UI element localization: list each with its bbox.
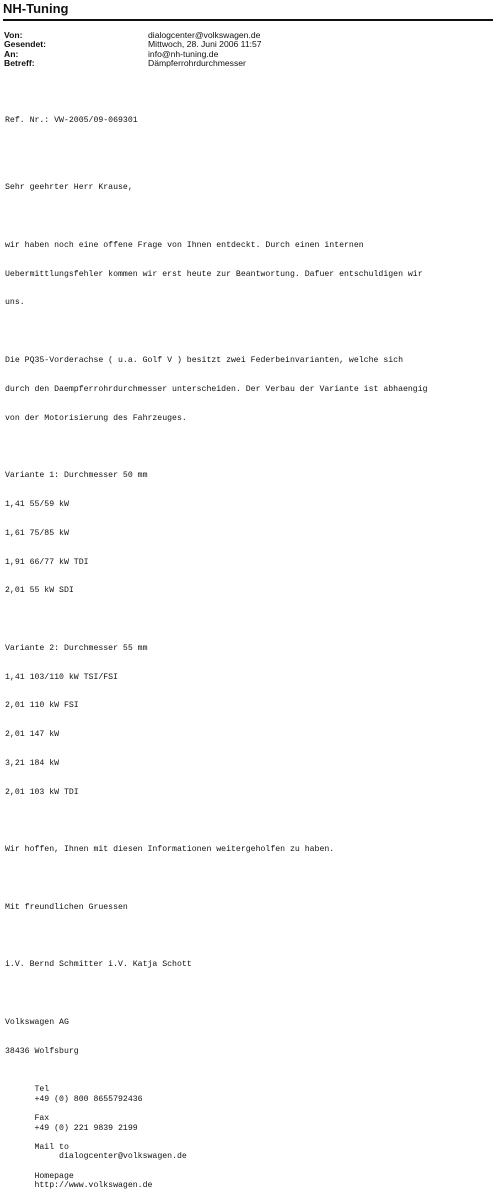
header-to-value: info@nh-tuning.de [148, 48, 219, 59]
signature-fax-label: Fax [34, 1113, 50, 1123]
signature-city: 38436 Wolfsburg [5, 1046, 79, 1056]
signature-tel-label: Tel [34, 1085, 50, 1095]
variant2-title: Variante 2: Durchmesser 55 mm [5, 643, 148, 653]
signature-mail-value: dialogcenter@volkswagen.de [34, 1152, 187, 1162]
signature-tel-value: +49 (0) 800 8655792436 [34, 1094, 143, 1104]
signature-homepage-label: Homepage [34, 1171, 74, 1181]
header-from-value: dialogcenter@volkswagen.de [148, 30, 261, 40]
variant1-item: 1,41 55/59 kW [5, 499, 69, 509]
para1-line: Uebermittlungsfehler kommen wir erst heute zur Beantwortung. Dafuer entschuldigen wir [5, 269, 423, 279]
variant2-item: 3,21 184 kW [5, 758, 60, 768]
header-from-label: Von: [4, 30, 23, 40]
variant2-item: 2,01 103 kW TDI [5, 787, 79, 797]
greeting: Sehr geehrter Herr Krause, [5, 183, 133, 193]
para1-line: wir haben noch eine offene Frage von Ihnen entdeckt. Durch einen internen [5, 240, 364, 250]
signature-mail-label: Mail to [34, 1142, 69, 1152]
signature-mail-row [5, 1133, 493, 1162]
header-sent-label: Gesendet: [4, 39, 47, 50]
header-subject-value: Dämpferrohrdurchmesser [148, 58, 246, 69]
reference-number: Ref. Nr.: VW-2005/09-069301 [5, 116, 138, 126]
para1-line: uns. [5, 298, 25, 308]
email-body [5, 97, 493, 1191]
signers: i.V. Bernd Schmitter i.V. Katja Schott [5, 960, 192, 970]
variant1-item: 2,01 55 kW SDI [5, 586, 74, 596]
para2-line: von der Motorisierung des Fahrzeuges. [5, 413, 187, 423]
signature-homepage-value: http://www.volkswagen.de [34, 1181, 153, 1191]
header-to-label: An: [4, 48, 19, 59]
brand-title: NH-Tuning [3, 1, 69, 16]
variant1-title: Variante 1: Durchmesser 50 mm [5, 471, 148, 481]
closing-salutation: Mit freundlichen Gruessen [5, 902, 128, 912]
para2-line: durch den Daempferrohrdurchmesser unterscheiden. Der Verbau der Variante ist abhaengig [5, 384, 428, 394]
signature-company: Volkswagen AG [5, 1018, 69, 1027]
variant2-item: 2,01 147 kW [5, 730, 60, 740]
signature-fax-row [5, 1104, 493, 1133]
closing-sentence: Wir hoffen, Ihnen mit diesen Informationen weitergeholfen zu haben. [5, 845, 335, 855]
signature-homepage-row [5, 1162, 493, 1191]
email-header [4, 31, 404, 69]
header-subject-row [4, 59, 404, 68]
para2-line: Die PQ35-Vorderachse ( u.a. Golf V ) besitzt zwei Federbeinvarianten, welche sich [5, 356, 403, 366]
header-subject-label: Betreff: [4, 58, 35, 69]
header-sent-value: Mittwoch, 28. Juni 2006 11:57 [148, 39, 262, 50]
variant1-item: 1,91 66/77 kW TDI [5, 557, 89, 567]
variant2-item: 1,41 103/110 kW TSI/FSI [5, 672, 119, 682]
signature-tel-row [5, 1076, 493, 1104]
variant1-item: 1,61 75/85 kW [5, 528, 69, 538]
header-rule [3, 19, 493, 21]
signature-fax-value: +49 (0) 221 9839 2199 [34, 1123, 138, 1133]
variant2-item: 2,01 110 kW FSI [5, 701, 79, 711]
